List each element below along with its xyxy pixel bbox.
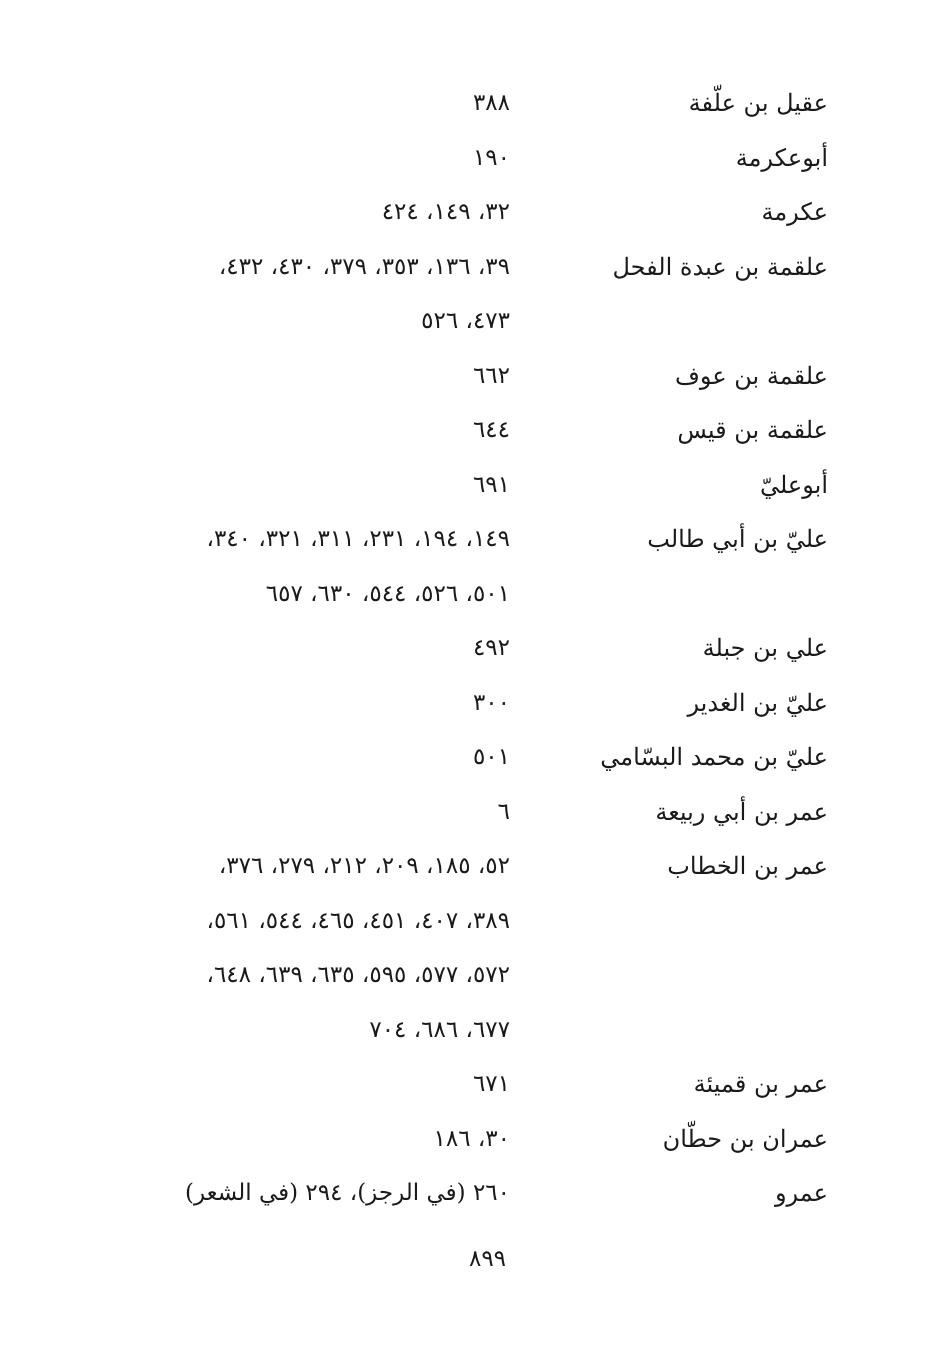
- entry-name: عكرمة: [761, 198, 828, 226]
- index-entry-line: [0, 950, 950, 1005]
- entry-page-refs: ٦٤٤: [472, 417, 510, 443]
- entry-name: عليّ بن الغدير: [687, 688, 828, 717]
- entry-name: عمران بن حطّان: [662, 1124, 828, 1153]
- entry-page-refs: ٤٩٢: [472, 635, 510, 661]
- index-entry-line: [0, 296, 950, 351]
- index-entry: [0, 514, 950, 623]
- index-entry-line: [0, 514, 950, 569]
- index-entry-line: [0, 623, 950, 678]
- index-entry: [0, 1059, 950, 1114]
- entry-page-refs: ٣٨٨: [472, 90, 510, 116]
- entry-page-refs: ٣٠، ١٨٦: [433, 1125, 510, 1152]
- index-entry: [0, 841, 950, 1059]
- index-entry-line: [0, 1005, 950, 1060]
- index-entry-line: [0, 569, 950, 624]
- index-entry-line: [0, 896, 950, 951]
- index-entry: [0, 1168, 950, 1223]
- index-entry-line: [0, 1059, 950, 1114]
- entry-page-refs: ٣٩، ١٣٦، ٣٥٣، ٣٧٩، ٤٣٠، ٤٣٢،: [218, 253, 510, 280]
- index-entry-line: [0, 1114, 950, 1169]
- entry-page-refs: ٦٧٧، ٦٨٦، ٧٠٤: [369, 1016, 510, 1043]
- entry-page-refs: ١٤٩، ١٩٤، ٢٣١، ٣١١، ٣٢١، ٣٤٠،: [206, 526, 510, 552]
- index-entry-line: [0, 732, 950, 787]
- entry-page-refs: ٦: [497, 798, 510, 825]
- index-entry: [0, 133, 950, 188]
- entry-page-refs: ٦٧١: [472, 1071, 510, 1097]
- entry-name: عليّ بن محمد البسّامي: [600, 743, 828, 771]
- index-entry: [0, 1114, 950, 1169]
- index-entry: [0, 787, 950, 842]
- entry-page-refs: ١٩٠: [472, 144, 510, 171]
- index-entry: [0, 242, 950, 351]
- entry-name: عقيل بن علّفة: [688, 89, 828, 117]
- index-entry: [0, 732, 950, 787]
- entry-page-refs: ٦٦٢: [472, 362, 510, 389]
- index-entry: [0, 351, 950, 406]
- index-entry-line: [0, 133, 950, 188]
- entry-page-refs: ٣٢، ١٤٩، ٤٢٤: [381, 199, 510, 225]
- index-entry-line: [0, 242, 950, 297]
- index-entry-line: [0, 1168, 950, 1223]
- entry-name: عمر بن أبي ربيعة: [655, 797, 828, 826]
- entry-page-refs: ٥٧٢، ٥٧٧، ٥٩٥، ٦٣٥، ٦٣٩، ٦٤٨،: [206, 962, 510, 988]
- index-entry: [0, 678, 950, 733]
- index-entry-line: [0, 787, 950, 842]
- entry-name: علقمة بن عوف: [675, 361, 828, 390]
- entry-name: أبوعكرمة: [735, 143, 828, 172]
- index-entry: [0, 78, 950, 133]
- entry-name: عليّ بن أبي طالب: [647, 525, 828, 553]
- entry-page-refs: ٥٠١، ٥٢٦، ٥٤٤، ٦٣٠، ٦٥٧: [265, 580, 510, 607]
- index-entry-line: [0, 460, 950, 515]
- entry-page-refs: ٥٠١: [472, 744, 510, 770]
- index-entry: [0, 405, 950, 460]
- entry-page-refs: ٣٨٩، ٤٠٧، ٤٥١، ٤٦٥، ٥٤٤، ٥٦١،: [206, 907, 510, 934]
- index-entry-line: [0, 78, 950, 133]
- entry-name: عمر بن قميئة: [693, 1070, 828, 1098]
- entry-page-refs: ٥٢، ١٨٥، ٢٠٩، ٢١٢، ٢٧٩، ٣٧٦،: [218, 853, 510, 879]
- index-entry-line: [0, 187, 950, 242]
- index-list: [0, 78, 950, 1223]
- entry-name: عمر بن الخطاب: [667, 852, 828, 880]
- entry-name: أبوعليّ: [759, 470, 828, 499]
- entry-name: عمرو: [774, 1179, 828, 1207]
- index-entry: [0, 623, 950, 678]
- index-entry-line: [0, 405, 950, 460]
- entry-name: علقمة بن عبدة الفحل: [612, 252, 828, 281]
- index-entry-line: [0, 678, 950, 733]
- index-entry: [0, 460, 950, 515]
- entry-page-refs: ٤٧٣، ٥٢٦: [421, 308, 510, 334]
- entry-name: علي بن جبلة: [702, 634, 828, 662]
- index-entry: [0, 187, 950, 242]
- index-entry-line: [0, 351, 950, 406]
- entry-page-refs: ٣٠٠: [472, 689, 510, 716]
- entry-page-refs: ٢٦٠ (في الرجز)، ٢٩٤ (في الشعر): [184, 1180, 510, 1206]
- index-entry-line: [0, 841, 950, 896]
- entry-name: علقمة بن قيس: [677, 416, 828, 444]
- page-number: ٨٩٩: [468, 1246, 507, 1272]
- entry-page-refs: ٦٩١: [472, 471, 510, 498]
